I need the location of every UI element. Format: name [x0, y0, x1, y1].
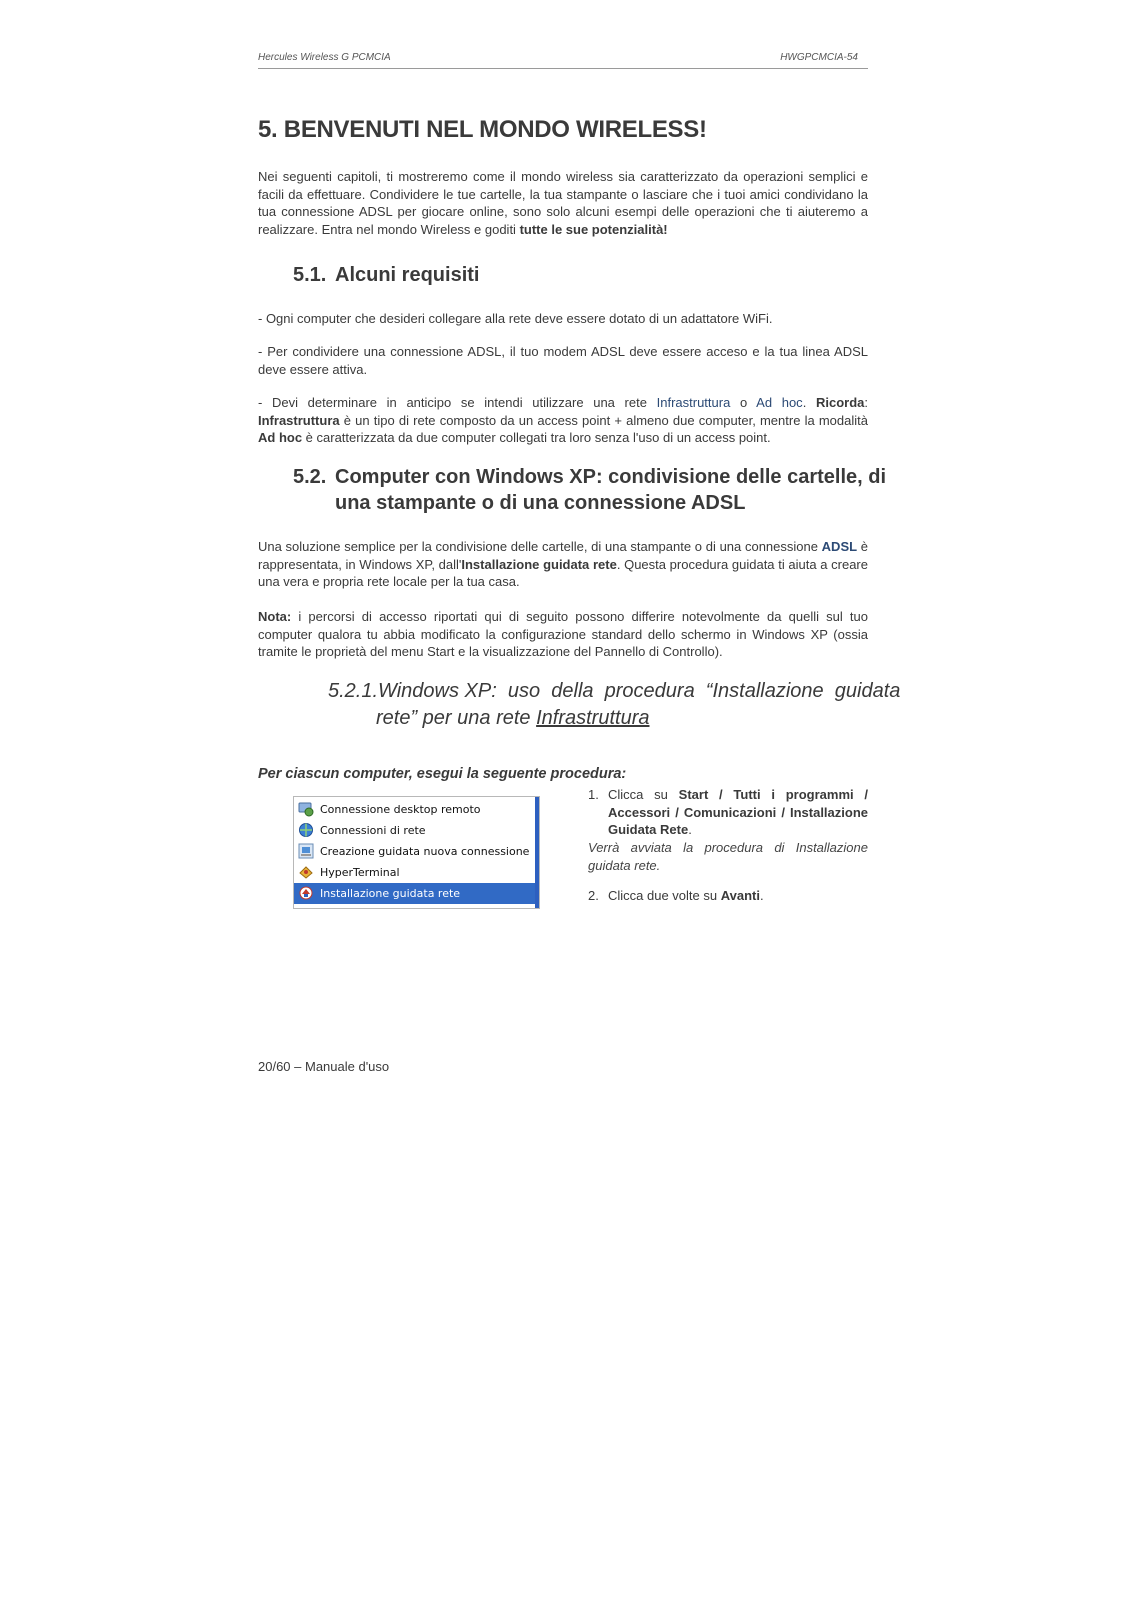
section-5-2-1-line2-text: rete” per una rete	[376, 707, 537, 729]
intro-paragraph	[258, 168, 868, 238]
note-paragraph	[258, 608, 868, 661]
adsl-link[interactable]: ADSL	[821, 539, 858, 554]
req3-text-d: :	[864, 395, 868, 410]
menu-item-label: Creazione guidata nuova connessione	[320, 845, 530, 858]
network-connections-icon	[298, 822, 314, 838]
menu-item-network-setup-wizard[interactable]	[294, 883, 535, 904]
menu-item-label: Connessioni di rete	[320, 824, 426, 837]
avanti-label: Avanti	[720, 888, 760, 903]
requirement-1	[258, 310, 868, 328]
step-2	[588, 887, 868, 905]
chapter-title: 5. BENVENUTI NEL MONDO WIRELESS!	[258, 116, 707, 143]
menu-item-new-connection-wizard[interactable]	[294, 841, 535, 862]
step-2-text: Clicca due volte su	[608, 888, 721, 903]
step-1-text: Clicca su	[608, 787, 679, 802]
step-2-number: 2.	[588, 888, 599, 903]
wizard-start-note	[588, 839, 868, 874]
note-label: Nota:	[258, 609, 292, 624]
section-5-2-1-line1: 5.2.1.Windows XP: uso della procedura “Installazione guidata	[328, 680, 901, 702]
start-menu-screenshot	[293, 796, 540, 909]
intro-bold: tutte le sue potenzialità!	[519, 221, 668, 237]
section-5-2-number: 5.2.	[293, 466, 327, 488]
adhoc-link[interactable]: Ad hoc	[756, 395, 803, 410]
requirement-2	[258, 343, 868, 378]
section-5-2-1-infrastruttura: Infrastruttura	[536, 707, 650, 729]
infrastruttura-link[interactable]: Infrastruttura	[656, 395, 731, 410]
menu-item-label: Installazione guidata rete	[320, 887, 461, 900]
menu-scroll-strip	[535, 797, 539, 908]
req3-text-a: - Devi determinare in anticipo se intendi utilizzare una rete	[258, 395, 657, 410]
section-5-2-1-heading	[328, 680, 901, 734]
para1-text-c: . Questa procedura guidata ti aiuta a creare una vera e propria rete locale per la tua casa.	[258, 556, 868, 589]
step-2-end: .	[759, 888, 764, 903]
para1-text-a: Una soluzione semplice per la condivisione delle cartelle, di una stampante o di una connessione	[258, 539, 822, 554]
step-1-number: 1.	[588, 787, 599, 802]
section-5-2-title-line1: Computer con Windows XP: condivisione delle cartelle, di	[335, 466, 887, 488]
wizard-start-note-text: Verrà avviata la procedura di Installazione guidata rete.	[588, 840, 868, 873]
section-5-2-paragraph	[258, 538, 868, 591]
step-1-menu-path: Start / Tutti i programmi / Accessori / Comunicazioni / Installazione Guidata Rete	[608, 787, 868, 837]
step-1	[588, 786, 868, 839]
intro-text: Nei seguenti capitoli, ti mostreremo come il mondo wireless sia caratterizzato da operazioni semplici e facili da effettuare. Condividere le tue cartelle, la tua stampante o lasciare che i tuoi amici condividano la tua connessione ADSL per giocare online, sono solo alcuni esempi delle operazioni che ti aiuteremo a realizzare. Entra nel mondo Wireless e goditi	[258, 169, 868, 237]
section-5-2-1-line2	[376, 707, 649, 730]
network-setup-wizard-icon	[298, 885, 314, 901]
requirement-3	[258, 394, 868, 447]
header-product-name: Hercules Wireless G PCMCIA	[258, 52, 391, 63]
infrastruttura-term: Infrastruttura	[258, 412, 340, 428]
menu-item-remote-desktop[interactable]	[294, 799, 535, 820]
network-wizard-term: Installazione guidata rete	[461, 556, 617, 572]
header-rule	[258, 68, 868, 69]
adhoc-term: Ad hoc	[258, 430, 303, 445]
menu-item-hyperterminal[interactable]	[294, 862, 535, 883]
header-product-code: HWGPCMCIA-54	[780, 52, 858, 63]
remote-desktop-icon	[298, 801, 314, 817]
section-5-2-title-line2: una stampante o di una connessione ADSL	[335, 492, 746, 514]
section-5-1-number: 5.1.	[293, 264, 327, 286]
req3-text-e: è un tipo di rete composto da un access point + almeno due computer, mentre la modalità	[339, 412, 868, 428]
req3-text-c: .	[802, 395, 816, 410]
menu-item-label: Connessione desktop remoto	[320, 803, 481, 816]
requirement-2-text: - Per condividere una connessione ADSL, il tuo modem ADSL deve essere acceso e la tua linea ADSL deve essere attiva.	[258, 344, 868, 377]
procedure-label: Per ciascun computer, esegui la seguente procedura:	[258, 766, 627, 782]
ricorda-label: Ricorda	[815, 395, 865, 410]
note-text: i percorsi di accesso riportati qui di seguito possono differire notevolmente da quelli sul tuo computer qualora tu abbia modificato la configurazione standard dello schermo in Windows XP (ossia tramite le proprietà del menu Start e la visualizzazione del Pannello di Controllo).	[258, 609, 868, 659]
new-connection-wizard-icon	[298, 843, 314, 859]
menu-item-label: HyperTerminal	[320, 866, 400, 879]
section-5-1-title: Alcuni requisiti	[335, 264, 480, 286]
para1-text-b: è rappresentata, in Windows XP, dall'	[258, 539, 868, 572]
page-footer: 20/60 – Manuale d'uso	[258, 1059, 390, 1074]
section-5-2-heading	[293, 466, 887, 518]
requirement-1-text: - Ogni computer che desideri collegare alla rete deve essere dotato di un adattatore WiFi.	[258, 311, 773, 326]
req3-text-f: è caratterizzata da due computer collegati tra loro senza l'uso di un access point.	[302, 430, 771, 445]
menu-item-network-connections[interactable]	[294, 820, 535, 841]
step-1-end: .	[688, 822, 692, 837]
hyperterminal-icon	[298, 864, 314, 880]
req3-text-b: o	[730, 395, 757, 410]
page-header	[258, 52, 868, 66]
